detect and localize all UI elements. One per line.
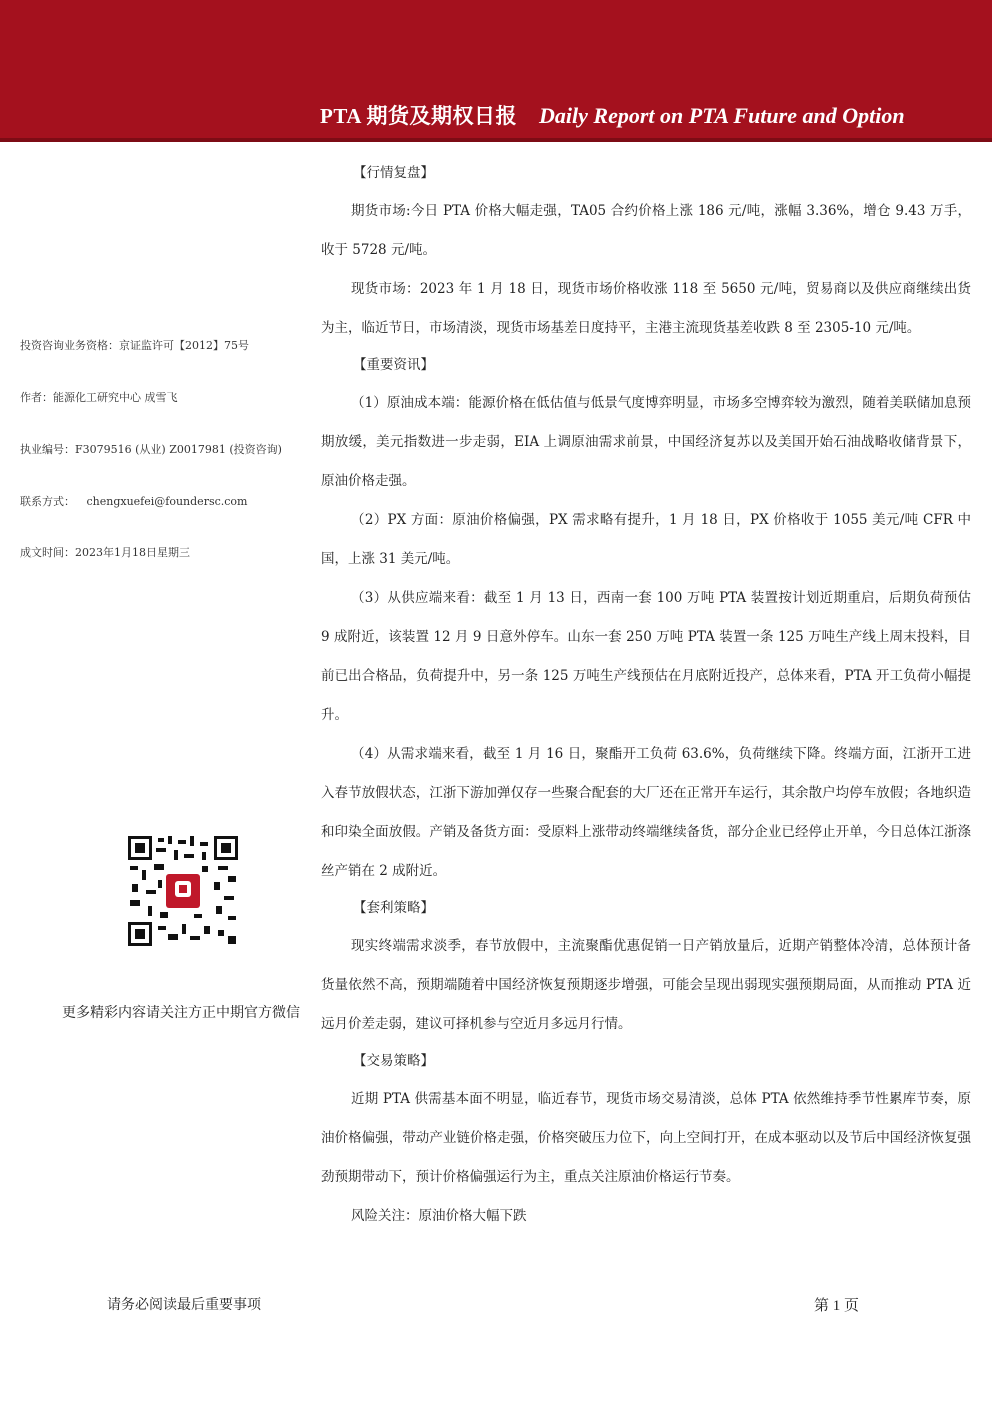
risk-note: 风险关注：原油价格大幅下跌 (351, 1208, 527, 1224)
futures-paragraph: 期货市场:今日 PTA 价格大幅走强，TA05 合约价格上涨 186 元/吨，涨幅 3.36%，增仓 9.43 万手，收于 5728 元/吨。 (321, 203, 971, 258)
trading-paragraph: 近期 PTA 供需基本面不明显，临近春节，现货市场交易清淡，总体 PTA 依然维持季节性累库节奏，原油价格偏强，带动产业链价格走强，价格突破压力位下，向上空间打开，在成本驱动以及节后中国经济恢复强劲预期带动下，预计价格偏强运行为主，重点关注原油价格运行节奏。 (321, 1091, 971, 1185)
contact-label: 联系方式： (20, 495, 75, 508)
page-number: 第 1 页 (814, 1298, 860, 1314)
news-item-px: （2）PX 方面：原油价格偏强，PX 需求略有提升，1 月 18 日，PX 价格收于 1055 美元/吨 CFR 中国，上涨 31 美元/吨。 (321, 512, 971, 567)
report-body (321, 160, 971, 1236)
section-heading-arbitrage: 【套利策略】 (353, 900, 434, 916)
wechat-qr-code (128, 836, 238, 946)
section-heading-trading: 【交易策略】 (353, 1053, 434, 1069)
license-text: 执业编号：F3079516 (从业) Z0017981 (投资咨询) (20, 443, 282, 456)
title-chinese: PTA 期货及期权日报 (320, 104, 518, 128)
report-title (320, 100, 905, 130)
publish-date: 成文时间：2023年1月18日星期三 (20, 546, 190, 559)
qualification-text: 投资咨询业务资格：京证监许可【2012】75号 (20, 339, 249, 352)
contact-info (20, 493, 247, 509)
news-item-crude: （1）原油成本端：能源价格在低估值与低景气度博弈明显，市场多空博弈较为激烈，随着美联储加息预期放缓，美元指数进一步走弱，EIA 上调原油需求前景，中国经济复苏以及美国开始石油战略收储背景下，原油价格走强。 (321, 395, 971, 489)
arbitrage-paragraph: 现实终端需求淡季，春节放假中，主流聚酯优惠促销一日产销放量后，近期产销整体冷清，总体预计备货量依然不高，预期端随着中国经济恢复预期逐步增强，可能会呈现出弱现实强预期局面，从而推动 PTA 近远月价差走弱，建议可择机参与空近月多远月行情。 (321, 938, 971, 1032)
news-item-supply: （3）从供应端来看：截至 1 月 13 日，西南一套 100 万吨 PTA 装置按计划近期重启，后期负荷预估 9 成附近，该装置 12 月 9 日意外停车。山东一套 250 万吨 PTA 装置一条 125 万吨生产线上周末投料，目前已出合格品，负荷提升中，另一条 125 万吨生产线预估在月底附近投产，总体来看，PTA 开工负荷小幅提升。 (321, 590, 971, 723)
section-heading-market-review: 【行情复盘】 (353, 165, 434, 181)
footer-notice: 请务必阅读最后重要事项 (107, 1297, 261, 1313)
spot-paragraph: 现货市场：2023 年 1 月 18 日，现货市场价格收涨 118 至 5650 元/吨，贸易商以及供应商继续出货为主，临近节日，市场清淡，现货市场基差日度持平，主港主流现货基差收跌 8 至 2305-10 元/吨。 (321, 281, 971, 336)
qr-caption: 更多精彩内容请关注方正中期官方微信 (62, 1005, 300, 1021)
contact-email: chengxuefei@foundersc.com (86, 495, 248, 508)
author-text: 作者：能源化工研究中心 成雪飞 (20, 391, 178, 404)
news-item-demand: （4）从需求端来看，截至 1 月 16 日，聚酯开工负荷 63.6%，负荷继续下降。终端方面，江浙开工进入春节放假状态，江浙下游加弹仅存一些聚合配套的大厂还在正常开车运行，其余散户均停车放假；各地织造和印染全面放假。产销及备货方面：受原料上涨带动终端继续备货，部分企业已经停止开单，今日总体江浙涤丝产销在 2 成附近。 (321, 746, 971, 879)
section-heading-news: 【重要资讯】 (353, 357, 434, 373)
header-divider (0, 138, 992, 142)
title-english: Daily Report on PTA Future and Option (539, 103, 905, 128)
